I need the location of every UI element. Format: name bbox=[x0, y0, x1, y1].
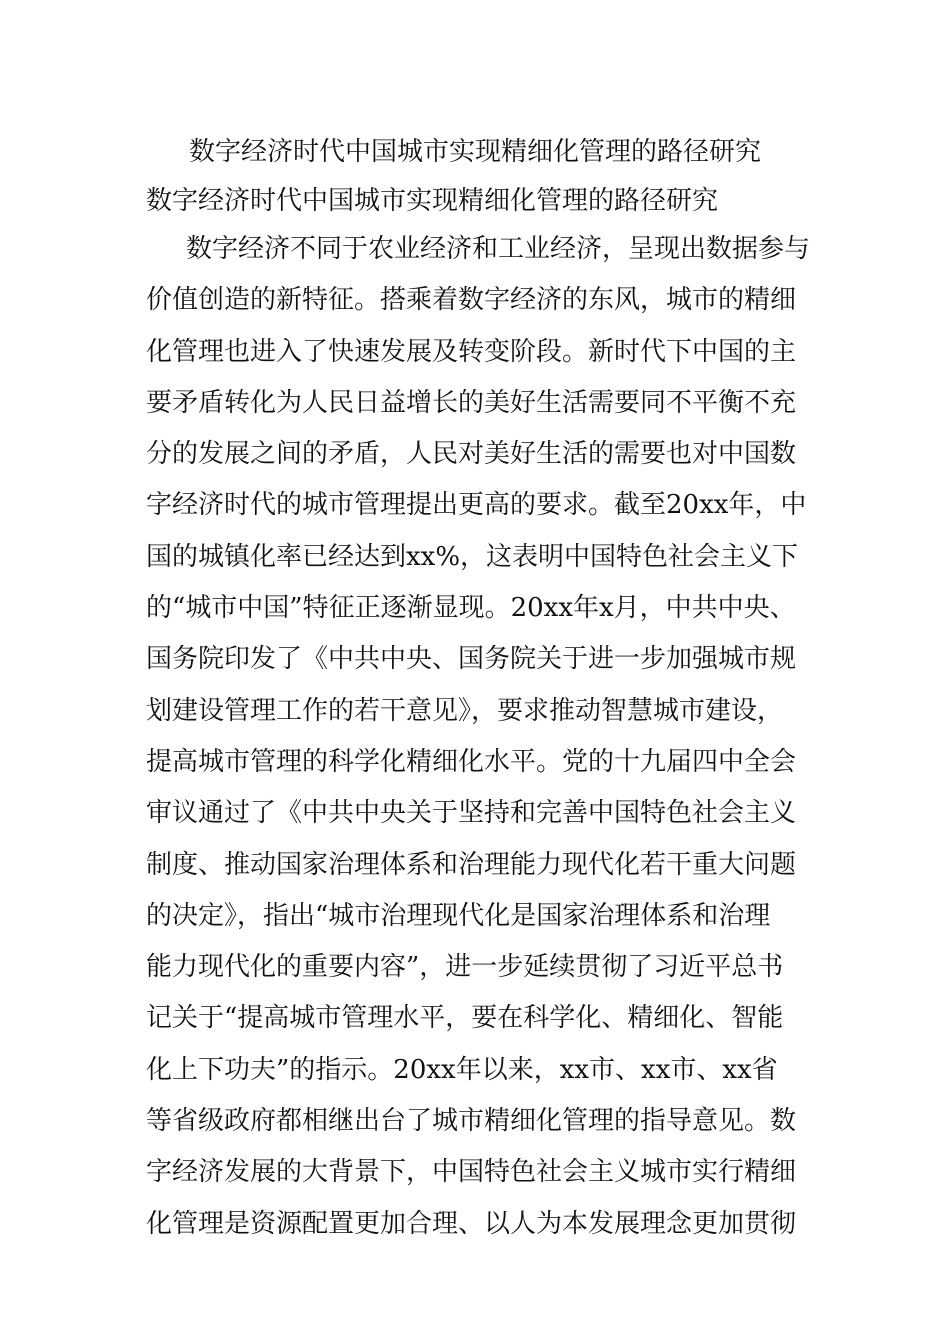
paragraph-line: 化管理也进入了快速发展及转变阶段。新时代下中国的主 bbox=[146, 336, 797, 367]
paragraph-line: 能力现代化的重要内容”，进一步延续贯彻了习近平总书 bbox=[146, 952, 784, 983]
document-title: 数字经济时代中国城市实现精细化管理的路径研究 bbox=[188, 137, 761, 167]
paragraph-line: 价值创造的新特征。搭乘着数字经济的东风，城市的精细 bbox=[146, 285, 797, 316]
paragraph-line: 化上下功夫”的指示。20xx年以来，xx市、xx市、xx省 bbox=[146, 1054, 778, 1085]
paragraph-line: 的决定》，指出“城市治理现代化是国家治理体系和治理 bbox=[146, 900, 771, 931]
paragraph-line: 国务院印发了《中共中央、国务院关于进一步加强城市规 bbox=[146, 644, 797, 675]
paragraph-line: 划建设管理工作的若干意见》，要求推动智慧城市建设， bbox=[146, 695, 784, 726]
paragraph-line: 要矛盾转化为人民日益增长的美好生活需要同不平衡不充 bbox=[146, 387, 797, 418]
paragraph-line: 化管理是资源配置更加合理、以人为本发展理念更加贯彻 bbox=[146, 1208, 797, 1239]
paragraph-line: 记关于“提高城市管理水平，要在科学化、精细化、智能 bbox=[146, 1003, 784, 1034]
paragraph-line: 的“城市中国”特征正逐渐显现。20xx年x月，中共中央、 bbox=[146, 593, 796, 624]
paragraph-line: 审议通过了《中共中央关于坚持和完善中国特色社会主义 bbox=[146, 798, 797, 829]
paragraph-line: 数字经济不同于农业经济和工业经济，呈现出数据参与 bbox=[186, 234, 811, 264]
document-subtitle: 数字经济时代中国城市实现精细化管理的路径研究 bbox=[146, 186, 719, 216]
paragraph-line: 提高城市管理的科学化精细化水平。党的十九届四中全会 bbox=[146, 746, 797, 777]
paragraph-line: 等省级政府都相继出台了城市精细化管理的指导意见。数 bbox=[146, 1106, 797, 1137]
paragraph-line: 国的城镇化率已经达到xx%，这表明中国特色社会主义下 bbox=[146, 541, 799, 572]
paragraph-line: 制度、推动国家治理体系和治理能力现代化若干重大问题 bbox=[146, 849, 797, 880]
paragraph-line: 字经济发展的大背景下，中国特色社会主义城市实行精细 bbox=[146, 1157, 797, 1188]
paragraph-line: 分的发展之间的矛盾，人民对美好生活的需要也对中国数 bbox=[146, 439, 797, 470]
paragraph-line: 字经济时代的城市管理提出更高的要求。截至20xx年，中 bbox=[146, 490, 807, 521]
body-paragraph bbox=[146, 224, 826, 1250]
